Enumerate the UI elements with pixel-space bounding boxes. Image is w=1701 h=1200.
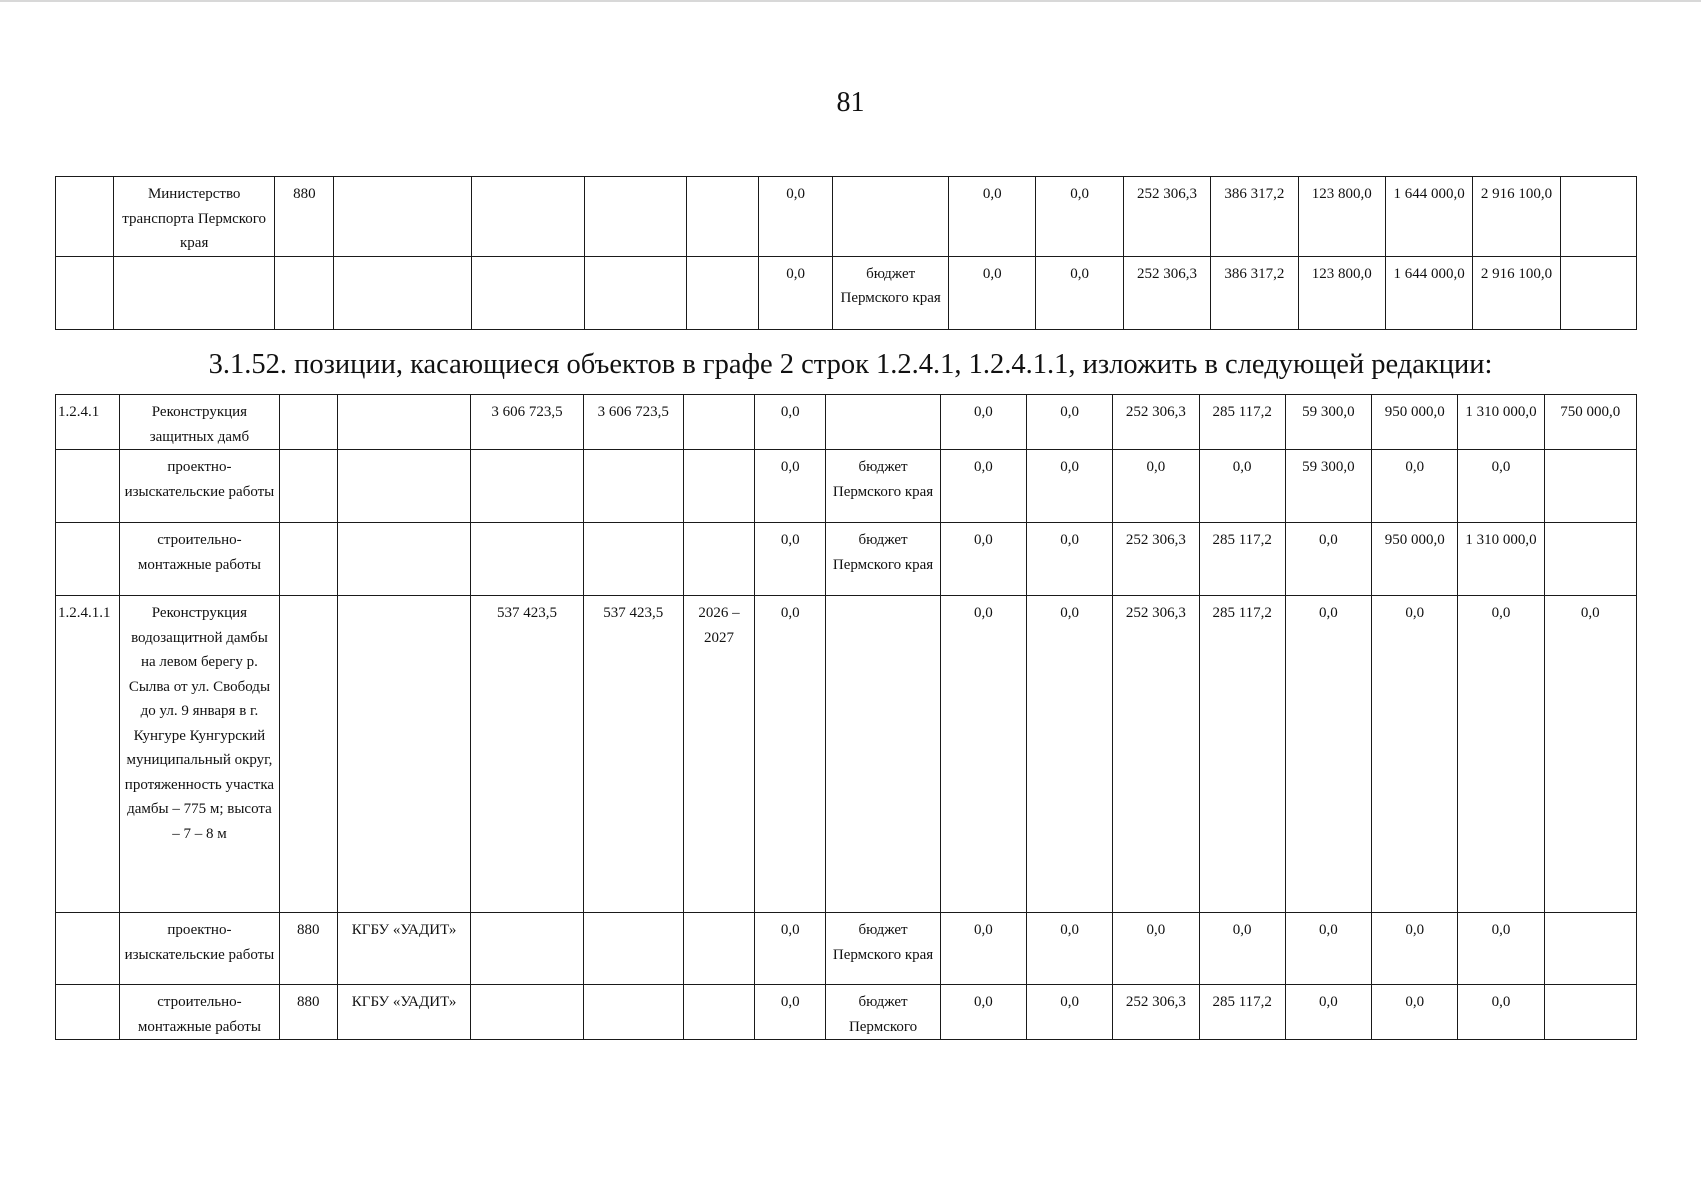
y2025-cell: 0,0: [1458, 913, 1544, 985]
name-cell: Реконструкция водозащитной дамбы на левом берегу р. Сылва от ул. Свободы до ул. 9 января в г. Кунгуре Кунгурский муниципальный округ, протяженность участка дамбы – 775 м; высота – 7 – 8 м: [120, 596, 280, 913]
y2021-cell: 252 306,3: [1113, 523, 1199, 596]
extra-cell: [1544, 523, 1636, 596]
name-cell: [113, 256, 275, 329]
gr-code-cell: [279, 596, 337, 913]
y2019-cell: 0,0: [940, 985, 1026, 1040]
y2024-cell: 0,0: [1372, 913, 1458, 985]
y2021-cell: 252 306,3: [1123, 256, 1210, 329]
table-row: [56, 395, 1637, 450]
table-row: [56, 523, 1637, 596]
row-code-cell: [56, 450, 120, 523]
executor-cell: [337, 596, 470, 913]
extra-cell: 750 000,0: [1544, 395, 1636, 450]
cost-cell: [471, 177, 585, 257]
name-cell: строительно-монтажные работы: [120, 985, 280, 1040]
y2024-cell: 1 644 000,0: [1385, 256, 1472, 329]
table-row: [56, 913, 1637, 985]
y2022-cell: 0,0: [1199, 913, 1285, 985]
y2022-cell: 386 317,2: [1211, 256, 1298, 329]
extra-cell: [1544, 913, 1636, 985]
extra-cell: [1560, 256, 1636, 329]
spent-cell: 0,0: [755, 395, 826, 450]
y2020-cell: 0,0: [1036, 256, 1123, 329]
executor-cell: [337, 395, 470, 450]
row-code-cell: [56, 256, 114, 329]
row-code-cell: 1.2.4.1.1: [56, 596, 120, 913]
y2019-cell: 0,0: [940, 523, 1026, 596]
executor-cell: КГБУ «УАДИТ»: [337, 913, 470, 985]
source-cell: бюджет Пермского края: [826, 450, 940, 523]
cost-2-cell: [583, 450, 683, 523]
row-code-cell: 1.2.4.1: [56, 395, 120, 450]
y2025-cell: 0,0: [1458, 985, 1544, 1040]
y2023-cell: 0,0: [1285, 913, 1371, 985]
name-cell: Реконструкция защитных дамб: [120, 395, 280, 450]
y2023-cell: 123 800,0: [1298, 177, 1385, 257]
executor-cell: [334, 177, 471, 257]
source-cell: [833, 177, 949, 257]
y2025-cell: 0,0: [1458, 596, 1544, 913]
source-cell: бюджет Пермского края: [833, 256, 949, 329]
y2025-cell: 1 310 000,0: [1458, 395, 1544, 450]
cost-2-cell: [583, 985, 683, 1040]
y2023-cell: 0,0: [1285, 596, 1371, 913]
gr-code-cell: [275, 256, 334, 329]
source-cell: бюджет Пермского края: [826, 523, 940, 596]
executor-cell: [337, 523, 470, 596]
y2022-cell: 285 117,2: [1199, 395, 1285, 450]
y2020-cell: 0,0: [1027, 985, 1113, 1040]
executor-cell: [337, 450, 470, 523]
y2021-cell: 252 306,3: [1123, 177, 1210, 257]
spent-cell: 0,0: [755, 596, 826, 913]
y2024-cell: 0,0: [1372, 450, 1458, 523]
y2025-cell: 2 916 100,0: [1473, 256, 1560, 329]
y2021-cell: 252 306,3: [1113, 596, 1199, 913]
y2020-cell: 0,0: [1027, 395, 1113, 450]
y2020-cell: 0,0: [1036, 177, 1123, 257]
row-code-cell: [56, 913, 120, 985]
source-cell: [826, 395, 940, 450]
y2024-cell: 950 000,0: [1372, 523, 1458, 596]
y2024-cell: 0,0: [1372, 596, 1458, 913]
amendment-heading: 3.1.52. позиции, касающиеся объектов в графе 2 строк 1.2.4.1, 1.2.4.1.1, изложить в следующей редакции:: [208, 349, 1493, 380]
y2023-cell: 0,0: [1285, 523, 1371, 596]
period-cell: 2026 – 2027: [683, 596, 754, 913]
spent-cell: 0,0: [759, 177, 833, 257]
cost-2-cell: [583, 523, 683, 596]
continued-budget-table: [55, 176, 1637, 330]
y2022-cell: 285 117,2: [1199, 985, 1285, 1040]
y2024-cell: 0,0: [1372, 985, 1458, 1040]
y2025-cell: 2 916 100,0: [1473, 177, 1560, 257]
spent-cell: 0,0: [759, 256, 833, 329]
spent-cell: 0,0: [755, 523, 826, 596]
gr-code-cell: [279, 395, 337, 450]
period-cell: [683, 913, 754, 985]
extra-cell: [1544, 450, 1636, 523]
executor-cell: КГБУ «УАДИТ»: [337, 985, 470, 1040]
gr-code-cell: 880: [279, 913, 337, 985]
gr-code-cell: [279, 450, 337, 523]
cost-cell: [471, 913, 583, 985]
y2022-cell: 386 317,2: [1211, 177, 1298, 257]
cost-cell: [471, 523, 583, 596]
cost-cell: [471, 450, 583, 523]
row-code-cell: [56, 985, 120, 1040]
spent-cell: 0,0: [755, 913, 826, 985]
cost-cell: 537 423,5: [471, 596, 583, 913]
name-cell: проектно-изыскательские работы: [120, 450, 280, 523]
gr-code-cell: [279, 523, 337, 596]
extra-cell: [1544, 985, 1636, 1040]
y2019-cell: 0,0: [940, 596, 1026, 913]
spent-cell: 0,0: [755, 450, 826, 523]
table2-body: [56, 395, 1637, 1040]
y2019-cell: 0,0: [949, 177, 1036, 257]
y2020-cell: 0,0: [1027, 913, 1113, 985]
table-row: [56, 177, 1637, 257]
y2019-cell: 0,0: [940, 395, 1026, 450]
y2023-cell: 123 800,0: [1298, 256, 1385, 329]
y2025-cell: 1 310 000,0: [1458, 523, 1544, 596]
cost-2-cell: 3 606 723,5: [583, 395, 683, 450]
y2021-cell: 252 306,3: [1113, 395, 1199, 450]
period-cell: [683, 985, 754, 1040]
row-code-cell: [56, 523, 120, 596]
extra-cell: 0,0: [1544, 596, 1636, 913]
y2020-cell: 0,0: [1027, 596, 1113, 913]
gr-code-cell: 880: [279, 985, 337, 1040]
source-cell: [826, 596, 940, 913]
row-code-cell: [56, 177, 114, 257]
y2022-cell: 285 117,2: [1199, 523, 1285, 596]
gr-code-cell: 880: [275, 177, 334, 257]
table-row: [56, 596, 1637, 913]
page-number: 81: [836, 87, 865, 118]
spent-cell: 0,0: [755, 985, 826, 1040]
period-cell: [686, 177, 758, 257]
period-cell: [683, 523, 754, 596]
y2019-cell: 0,0: [949, 256, 1036, 329]
y2021-cell: 252 306,3: [1113, 985, 1199, 1040]
y2021-cell: 0,0: [1113, 913, 1199, 985]
y2024-cell: 950 000,0: [1372, 395, 1458, 450]
cost-2-cell: [585, 256, 687, 329]
y2022-cell: 0,0: [1199, 450, 1285, 523]
cost-2-cell: [585, 177, 687, 257]
y2021-cell: 0,0: [1113, 450, 1199, 523]
table1-body: [56, 177, 1637, 330]
y2019-cell: 0,0: [940, 913, 1026, 985]
name-cell: Министерство транспорта Пермского края: [113, 177, 275, 257]
y2020-cell: 0,0: [1027, 450, 1113, 523]
source-cell: бюджет Пермского края: [826, 913, 940, 985]
period-cell: [686, 256, 758, 329]
executor-cell: [334, 256, 471, 329]
period-cell: [683, 450, 754, 523]
cost-cell: [471, 256, 585, 329]
name-cell: проектно-изыскательские работы: [120, 913, 280, 985]
cost-2-cell: 537 423,5: [583, 596, 683, 913]
cost-cell: 3 606 723,5: [471, 395, 583, 450]
period-cell: [683, 395, 754, 450]
scan-top-edge: [0, 0, 1701, 2]
name-cell: строительно-монтажные работы: [120, 523, 280, 596]
y2023-cell: 59 300,0: [1285, 450, 1371, 523]
y2020-cell: 0,0: [1027, 523, 1113, 596]
y2025-cell: 0,0: [1458, 450, 1544, 523]
table-row: [56, 985, 1637, 1040]
y2023-cell: 0,0: [1285, 985, 1371, 1040]
table-row: [56, 450, 1637, 523]
extra-cell: [1560, 177, 1636, 257]
y2022-cell: 285 117,2: [1199, 596, 1285, 913]
cost-cell: [471, 985, 583, 1040]
cost-2-cell: [583, 913, 683, 985]
source-cell: бюджет Пермского: [826, 985, 940, 1040]
table-row: [56, 256, 1637, 329]
dam-reconstruction-table: [55, 394, 1637, 1040]
y2024-cell: 1 644 000,0: [1385, 177, 1472, 257]
y2019-cell: 0,0: [940, 450, 1026, 523]
y2023-cell: 59 300,0: [1285, 395, 1371, 450]
